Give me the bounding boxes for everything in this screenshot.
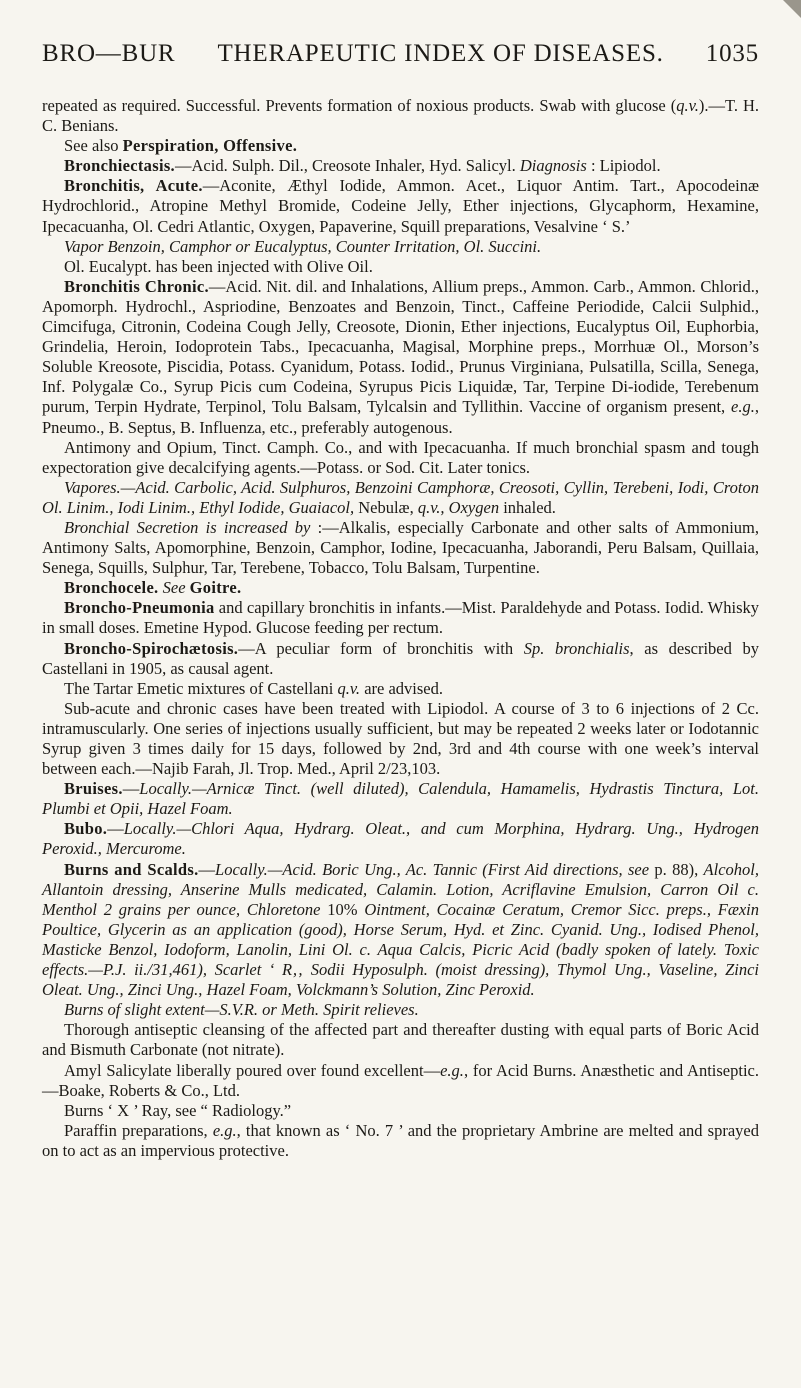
page-corner-mark bbox=[783, 0, 801, 18]
page-number: 1035 bbox=[705, 40, 759, 67]
emphasis-text: Vapores.—Acid. Carbolic, Acid. Sulphuros, Benzoini Camphoræ, Creosoti, Cyllin, Terebeni, Iodi, Croton Ol. Linim., Iodi Linim., Ethyl Iodide, Guaiacol, bbox=[42, 477, 759, 517]
paragraph: Broncho-Spirochætosis.—A peculiar form of bronchitis with Sp. bronchialis, as described by Castellani in 1905, as causal agent. bbox=[42, 638, 759, 678]
emphasis-text: Locally.—Acid. Boric Ung., Ac. Tannic (First Aid directions, see bbox=[215, 859, 650, 879]
paragraph: Paraffin preparations, e.g., that known as ‘ No. 7 ’ and the proprietary Ambrine are melted and sprayed on to act as an impervious protective. bbox=[42, 1120, 759, 1160]
emphasis-text: e.g. bbox=[212, 1120, 237, 1140]
paragraph bbox=[42, 578, 759, 598]
paragraph: Burns and Scalds.—Locally.—Acid. Boric Ung., Ac. Tannic (First Aid directions, see p. 88), Alcohol, Allantoin dressing, Anserine Mulls medicated, Calamin. Lotion, Acriflavine Emulsion, Carron Oil c. Menthol 2 grains per ounce, Chloretone 10% Ointment, Cocainæ Ceratum, Cremor Sicc. preps., Fæxin Poultice, Glycerin as an application (good), Horse Serum, Hyd. et Zinc. Cyanid. Ung., Iodised Phenol, Masticke Benzol, Iodoform, Lanolin, Lini Ol. c. Aqua Calcis, Picric Acid (badly spoken of lately. Toxic effects.—P.J. ii./31,461), Scarlet ‘ R‚‚ Sodii Hyposulph. (moist dressing), Thymol Ung., Vaseline, Zinci Oleat. Ung., Zinci Ung., Hazel Foam, Volckmann’s Solution, Zinc Peroxid. bbox=[42, 859, 760, 1000]
page-body bbox=[42, 96, 759, 1161]
paragraph: Amyl Salicylate liberally poured over found excellent—e.g., for Acid Burns. Anæsthetic and Antiseptic.—Boake, Roberts & Co., Ltd. bbox=[42, 1060, 759, 1100]
emphasis-text: Alcohol, Allantoin dressing, Anserine Mulls medicated, Calamin. Lotion, Acriflavine Emulsion, Carron Oil c. Menthol 2 grains per ounce, Chloretone bbox=[42, 859, 759, 919]
entry-heading: Broncho-Pneumonia bbox=[64, 598, 215, 618]
emphasis-text: q.v., Oxygen bbox=[417, 497, 500, 517]
emphasis-text: Diagnosis bbox=[519, 156, 587, 176]
paragraph: Ol. Eucalypt. has been injected with Olive Oil. bbox=[64, 256, 373, 276]
entry-heading: Bronchitis, Acute. bbox=[64, 176, 203, 196]
entry-heading: Bubo. bbox=[64, 819, 108, 839]
emphasis-text: e.g. bbox=[440, 1060, 464, 1080]
emphasis-text: Burns of slight extent—S.V.R. or Meth. Spirit relieves. bbox=[64, 1000, 419, 1020]
paragraph: Sub-acute and chronic cases have been treated with Lipiodol. A course of 3 to 6 injections of 2 Cc. intramuscularly. One series of injections usually sufficient, but may be repeated 2 weeks later or Iodotannic Syrup given 3 times daily for 15 days, followed by 2nd, 3rd and 4th course with one week’s interval between each.—Najib Farah, Jl. Trop. Med., April 2/23,103. bbox=[42, 698, 759, 779]
paragraph: See also Perspiration, Offensive. bbox=[64, 136, 298, 156]
paragraph bbox=[42, 237, 759, 257]
emphasis-text: q.v. bbox=[337, 678, 361, 698]
entry-heading: Bronchitis Chronic. bbox=[64, 276, 209, 296]
paragraph: The Tartar Emetic mixtures of Castellani q.v. are advised. bbox=[64, 678, 443, 698]
paragraph: Bronchiectasis.—Acid. Sulph. Dil., Creosote Inhaler, Hyd. Salicyl. Diagnosis : Lipiodol. bbox=[64, 156, 661, 176]
entry-heading: Burns and Scalds. bbox=[64, 859, 199, 879]
entry-heading: Bronchiectasis. bbox=[64, 156, 175, 176]
paragraph bbox=[42, 1000, 759, 1020]
paragraph: Burns ‘ X ’ Ray, see “ Radiology.” bbox=[64, 1100, 292, 1120]
running-head-title: THERAPEUTIC INDEX OF DISEASES. bbox=[217, 40, 664, 67]
emphasis-text: e.g. bbox=[731, 397, 755, 417]
paragraph: Bronchial Secretion is increased by :—Alkalis, especially Carbonate and other salts of Ammonium, Antimony Salts, Apomorphine, Benzoin, Camphor, Iodine, Ipecacuanha, Jaborandi, Peru Balsam, Quillaia, Senega, Squills, Sulphur, Tar, Terebene, Tobacco, Tolu Balsam, Turpentine. bbox=[42, 517, 759, 578]
running-head-left: BRO—BUR bbox=[42, 40, 176, 67]
emphasis-text: Vapor Benzoin, Camphor or Eucalyptus, Counter Irritation, Ol. Succini. bbox=[64, 236, 542, 256]
emphasis-text: Locally.—Arnicæ Tinct. (well diluted), Calendula, Hamamelis, Hydrastis Tinctura, Lot. Plumbi et Opii, Hazel Foam. bbox=[42, 779, 759, 819]
entry-heading: Goitre. bbox=[189, 578, 242, 598]
paragraph: Bruises.—Locally.—Arnicæ Tinct. (well diluted), Calendula, Hamamelis, Hydrastis Tinctura, Lot. Plumbi et Opii, Hazel Foam. bbox=[42, 779, 759, 819]
emphasis-text: q.v. bbox=[676, 96, 699, 115]
paragraph: repeated as required. Successful. Prevents formation of noxious products. Swab with glucose (q.v.).—T. H. C. Benians. bbox=[42, 96, 760, 136]
emphasis-text: Locally.—Chlori Aqua, Hydrarg. Oleat., and cum Morphina, Hydrarg. Ung., Hydrogen Peroxid., Mercurome. bbox=[42, 819, 759, 859]
emphasis-text: Sp. bronchialis bbox=[523, 638, 630, 658]
paragraph: Bubo.—Locally.—Chlori Aqua, Hydrarg. Oleat., and cum Morphina, Hydrarg. Ung., Hydrogen Peroxid., Mercurome. bbox=[42, 819, 759, 859]
emphasis-text: Ointment, Cocainæ Ceratum, Cremor Sicc. preps., Fæxin Poultice, Glycerin as an application (good), Horse Serum, Hyd. et Zinc. Cyanid. Ung., Iodised Phenol, Masticke Benzol, Iodoform, Lanolin, Lini Ol. c. Aqua Calcis, Picric Acid (badly spoken of lately. Toxic effects.—P.J. ii./31,461), Scarlet ‘ R‚‚ Sodii Hyposulph. (moist dressing), Thymol Ung., Vaseline, Zinci Oleat. Ung., Zinci Ung., Hazel Foam, Volckmann’s Solution, Zinc Peroxid. bbox=[42, 899, 760, 1000]
paragraph: Antimony and Opium, Tinct. Camph. Co., and with Ipecacuanha. If much bronchial spasm and tough expectoration give decalcifying agents.—Potass. or Sod. Cit. Later tonics. bbox=[42, 437, 759, 477]
entry-heading: Perspiration, Offensive. bbox=[122, 136, 298, 156]
entry-heading: Broncho-Spirochætosis. bbox=[64, 638, 239, 658]
entry-heading: Bronchocele. bbox=[64, 578, 159, 598]
running-head bbox=[42, 36, 759, 72]
emphasis-text: See bbox=[162, 578, 186, 598]
paragraph: Thorough antiseptic cleansing of the affected part and thereafter dusting with equal parts of Boric Acid and Bismuth Carbonate (not nitrate). bbox=[42, 1020, 759, 1060]
emphasis-text: Bronchial Secretion is increased by bbox=[64, 517, 311, 537]
paragraph: Broncho-Pneumonia and capillary bronchitis in infants.—Mist. Paraldehyde and Potass. Iodid. Whisky in small doses. Emetine Hypod. Glucose feeding per rectum. bbox=[42, 598, 759, 638]
paragraph: Vapores.—Acid. Carbolic, Acid. Sulphuros, Benzoini Camphoræ, Creosoti, Cyllin, Terebeni, Iodi, Croton Ol. Linim., Iodi Linim., Ethyl Iodide, Guaiacol, Nebulæ, q.v., Oxygen inhaled. bbox=[42, 477, 759, 517]
entry-heading: Bruises. bbox=[64, 779, 123, 799]
paragraph: Bronchitis Chronic.—Acid. Nit. dil. and Inhalations, Allium preps., Ammon. Carb., Ammon. Chlorid., Apomorph. Hydrochl., Aspriodine, Benzoates and Benzoin, Tinct., Caffeine Periodide, Calcii Sulphid., Cimcifuga, Citronin, Codeina Cough Jelly, Creosote, Dionin, Ether injections, Eucalyptus Oil, Euphorbia, Grindelia, Heroin, Iodoprotein Tabs., Ipecacuanha, Magisal, Morphine preps., Morrhuæ Ol., Morson’s Soluble Kreosote, Piscidia, Potass. Cyanidum, Potass. Iodid., Prunus Virginiana, Pulsatilla, Scilla, Senega, Inf. Polygalæ Co., Syrup Picis cum Codeina, Syrupus Picis Liquidæ, Tar, Terpine Di-iodide, Terebenum purum, Terpin Hydrate, Terpinol, Tolu Balsam, Tylcalsin and Tyllithin. Vaccine of organism present, e.g., Pneumo., B. Septus, B. Influenza, etc., preferably autogenous. bbox=[42, 276, 759, 437]
paragraph: Bronchitis, Acute.—Aconite, Æthyl Iodide, Ammon. Acet., Liquor Antim. Tart., Apocodeinæ Hydrochlorid., Atropine Methyl Bromide, Codeine Jelly, Ether injections, Glycaphorm, Hexamine, Ipecacuanha, Ol. Cedri Atlantic, Oxygen, Papaverine, Squill preparations, Vesalvine ‘ S.’ bbox=[42, 176, 760, 236]
